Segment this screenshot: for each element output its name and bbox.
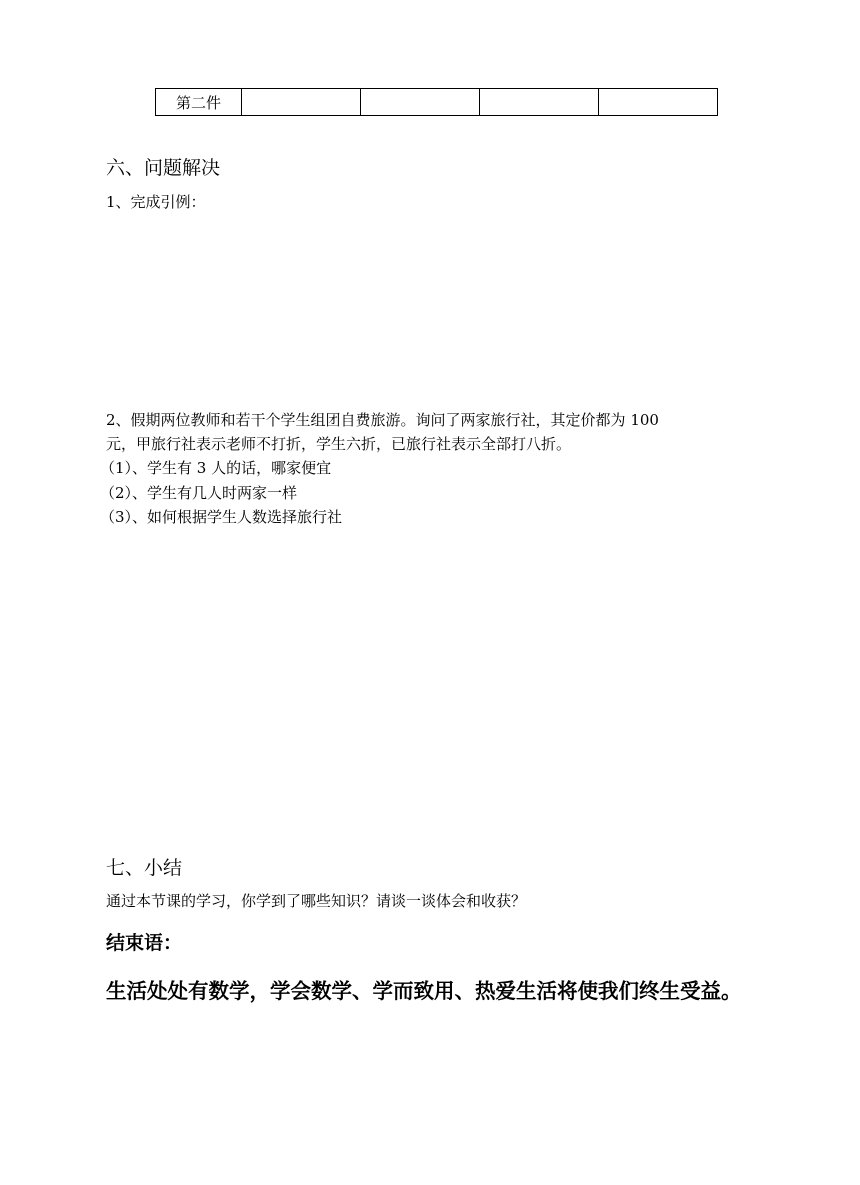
table-cell xyxy=(480,89,599,116)
closing-heading: 结束语： xyxy=(106,932,183,954)
sub-question-1: （1）、学生有 3 人的话，哪家便宜 xyxy=(100,459,332,477)
sub-question-2: （2）、学生有几人时两家一样 xyxy=(100,484,298,502)
table-cell-label: 第二件 xyxy=(156,89,242,116)
table-row xyxy=(156,89,718,116)
table-cell xyxy=(242,89,361,116)
section-7-heading: 七、小结 xyxy=(106,857,183,879)
answer-table xyxy=(155,88,718,116)
question-2-line-1: 2、假期两位教师和若干个学生组团自费旅游。询问了两家旅行社，其定价都为 100 xyxy=(106,411,659,429)
section-6-heading: 六、问题解决 xyxy=(106,157,221,179)
question-1: 1、完成引例： xyxy=(106,193,206,211)
closing-text: 生活处处有数学，学会数学、学而致用、热爱生活将使我们终生受益。 xyxy=(106,979,742,1003)
sub-question-3: （3）、如何根据学生人数选择旅行社 xyxy=(100,508,343,526)
summary-prompt: 通过本节课的学习，你学到了哪些知识？请谈一谈体会和收获？ xyxy=(106,892,527,910)
table-cell xyxy=(361,89,480,116)
table-cell xyxy=(599,89,718,116)
question-2-line-2: 元，甲旅行社表示老师不打折，学生六折，已旅行社表示全部打八折。 xyxy=(106,435,572,453)
